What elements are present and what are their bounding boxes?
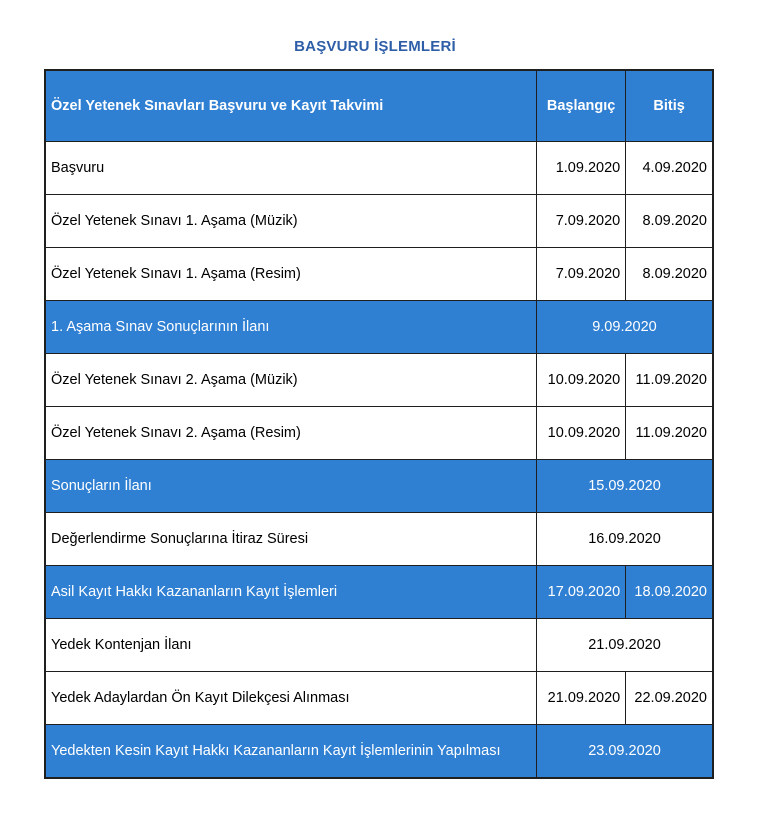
- table-row-highlighted: [45, 566, 713, 619]
- event-cell: Özel Yetenek Sınavı 2. Aşama (Müzik): [45, 354, 536, 407]
- table-row: [45, 407, 713, 460]
- end-date-cell: 11.09.2020: [626, 354, 713, 407]
- header-end: Bitiş: [626, 70, 713, 142]
- end-date-cell: 8.09.2020: [626, 248, 713, 301]
- start-date-cell: 10.09.2020: [536, 354, 625, 407]
- event-cell: 1. Aşama Sınav Sonuçlarının İlanı: [45, 301, 536, 354]
- start-date-cell: 1.09.2020: [536, 142, 625, 195]
- table-row: [45, 672, 713, 725]
- schedule-table: [44, 69, 714, 779]
- end-date-cell: 8.09.2020: [626, 195, 713, 248]
- date-cell: 9.09.2020: [536, 301, 713, 354]
- table-row: [45, 142, 713, 195]
- end-date-cell: 18.09.2020: [626, 566, 713, 619]
- start-date-cell: 7.09.2020: [536, 248, 625, 301]
- event-cell: Özel Yetenek Sınavı 1. Aşama (Müzik): [45, 195, 536, 248]
- table-row: [45, 513, 713, 566]
- event-cell: Sonuçların İlanı: [45, 460, 536, 513]
- end-date-cell: 4.09.2020: [626, 142, 713, 195]
- table-row-highlighted: [45, 301, 713, 354]
- date-cell: 23.09.2020: [536, 725, 713, 779]
- table-row: [45, 354, 713, 407]
- table-row: [45, 248, 713, 301]
- event-cell: Başvuru: [45, 142, 536, 195]
- event-cell: Yedek Adaylardan Ön Kayıt Dilekçesi Alınması: [45, 672, 536, 725]
- page-title: BAŞVURU İŞLEMLERİ: [294, 38, 456, 55]
- header-event: Özel Yetenek Sınavları Başvuru ve Kayıt Takvimi: [45, 70, 536, 142]
- event-cell: Değerlendirme Sonuçlarına İtiraz Süresi: [45, 513, 536, 566]
- event-cell: Asil Kayıt Hakkı Kazananların Kayıt İşlemleri: [45, 566, 536, 619]
- start-date-cell: 17.09.2020: [536, 566, 625, 619]
- table-row: [45, 195, 713, 248]
- table-row: [45, 619, 713, 672]
- date-cell: 16.09.2020: [536, 513, 713, 566]
- start-date-cell: 21.09.2020: [536, 672, 625, 725]
- end-date-cell: 11.09.2020: [626, 407, 713, 460]
- end-date-cell: 22.09.2020: [626, 672, 713, 725]
- header-start: Başlangıç: [536, 70, 625, 142]
- start-date-cell: 7.09.2020: [536, 195, 625, 248]
- event-cell: Yedekten Kesin Kayıt Hakkı Kazananların Kayıt İşlemlerinin Yapılması: [45, 725, 536, 779]
- date-cell: 15.09.2020: [536, 460, 713, 513]
- event-cell: Yedek Kontenjan İlanı: [45, 619, 536, 672]
- table-row-highlighted: [45, 460, 713, 513]
- event-cell: Özel Yetenek Sınavı 2. Aşama (Resim): [45, 407, 536, 460]
- start-date-cell: 10.09.2020: [536, 407, 625, 460]
- table-header-row: [45, 70, 713, 142]
- event-cell: Özel Yetenek Sınavı 1. Aşama (Resim): [45, 248, 536, 301]
- date-cell: 21.09.2020: [536, 619, 713, 672]
- table-row-highlighted: [45, 725, 713, 779]
